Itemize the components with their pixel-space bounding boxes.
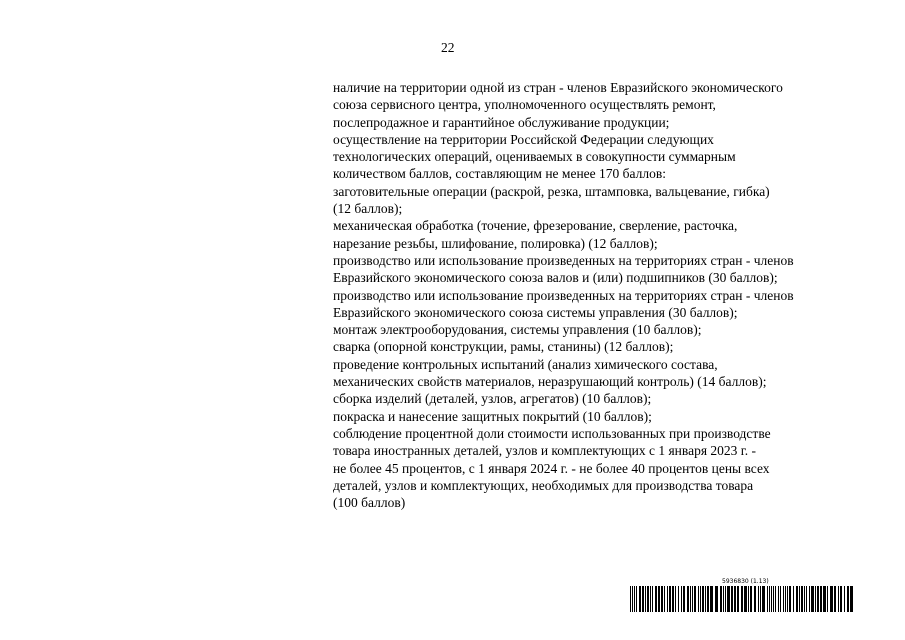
text-line: (12 баллов); bbox=[333, 201, 403, 217]
text-line: механических свойств материалов, неразрушающий контроль) (14 баллов); bbox=[333, 374, 767, 390]
text-line: количеством баллов, составляющим не менее 170 баллов: bbox=[333, 166, 666, 182]
text-line: производство или использование произведенных на территориях стран - членов bbox=[333, 252, 794, 268]
text-line: союза сервисного центра, уполномоченного осуществлять ремонт, bbox=[333, 97, 716, 113]
text-line: осуществление на территории Российской Федерации следующих bbox=[333, 131, 714, 147]
barcode bbox=[630, 578, 856, 614]
text-line: механическая обработка (точение, фрезерование, сверление, расточка, bbox=[333, 218, 738, 234]
text-line: проведение контрольных испытаний (анализ химического состава, bbox=[333, 356, 718, 372]
text-line: не более 45 процентов, с 1 января 2024 г. - не более 40 процентов цены всех bbox=[333, 460, 770, 476]
text-line: технологических операций, оцениваемых в совокупности суммарным bbox=[333, 149, 736, 165]
page-number: 22 bbox=[441, 40, 455, 55]
text-line: покраска и нанесение защитных покрытий (10 баллов); bbox=[333, 408, 652, 424]
text-line: послепродажное и гарантийное обслуживание продукции; bbox=[333, 114, 670, 130]
text-line: соблюдение процентной доли стоимости использованных при производстве bbox=[333, 425, 771, 441]
barcode-caption: 5936830 (1.13) bbox=[722, 578, 769, 585]
barcode-icon bbox=[630, 586, 856, 612]
text-line: деталей, узлов и комплектующих, необходимых для производства товара bbox=[333, 477, 754, 493]
text-line: наличие на территории одной из стран - членов Евразийского экономического bbox=[333, 80, 783, 95]
text-line: нарезание резьбы, шлифование, полировка) (12 баллов); bbox=[333, 235, 658, 251]
text-line: заготовительные операции (раскрой, резка, штамповка, вальцевание, гибка) bbox=[333, 183, 770, 199]
text-line: сборка изделий (деталей, узлов, агрегатов) (10 баллов); bbox=[333, 391, 652, 407]
text-line: Евразийского экономического союза системы управления (30 баллов); bbox=[333, 304, 738, 320]
text-line: Евразийского экономического союза валов и (или) подшипников (30 баллов); bbox=[333, 270, 778, 286]
text-line: (100 баллов) bbox=[333, 495, 406, 511]
body-text bbox=[333, 79, 873, 511]
text-line: производство или использование произведенных на территориях стран - членов bbox=[333, 287, 794, 303]
text-line: монтаж электрооборудования, системы управления (10 баллов); bbox=[333, 322, 702, 338]
text-line: товара иностранных деталей, узлов и комплектующих с 1 января 2023 г. - bbox=[333, 443, 757, 459]
text-line: сварка (опорной конструкции, рамы, станины) (12 баллов); bbox=[333, 339, 674, 355]
